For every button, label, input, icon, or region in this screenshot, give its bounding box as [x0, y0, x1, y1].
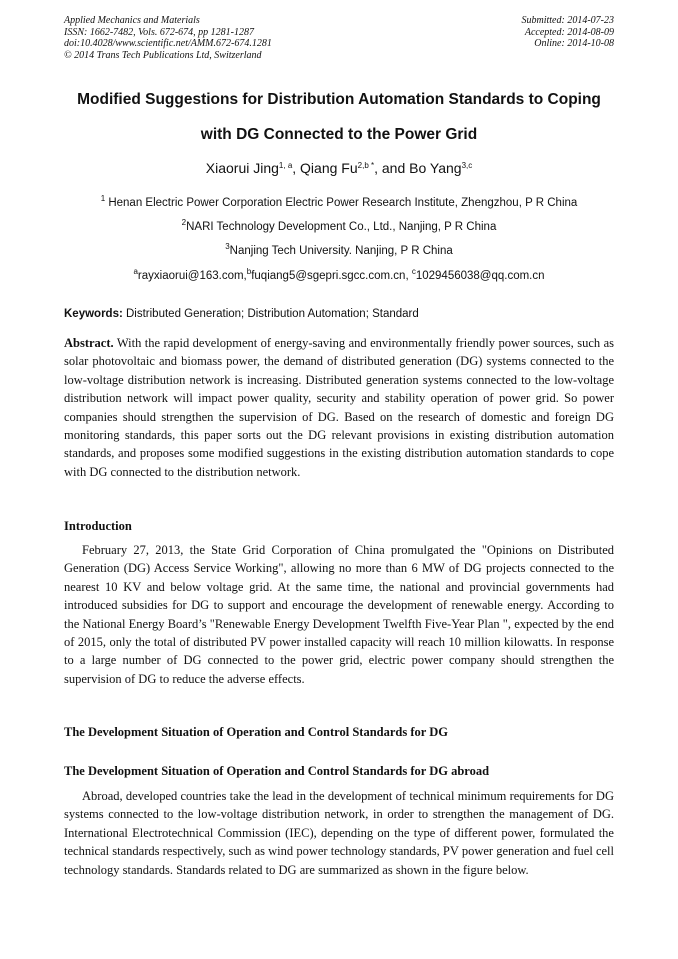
affiliation-2: $^2$NARI Technology Development Co., Ltd., Nanjing, P R China	[181, 218, 497, 233]
author-name: Qiang Fu	[300, 160, 358, 176]
section-heading-introduction: Introduction	[64, 519, 132, 533]
journal-issn: ISSN: 1662-7482, Vols. 672-674, pp 1281-1287	[64, 26, 254, 38]
abstract	[64, 334, 614, 481]
author-name: Xiaorui Jing	[205, 160, 279, 176]
author-affiliation-mark: 1, a	[278, 161, 293, 170]
abroad-paragraph: Abroad, developed countries take the lead in the development of technical minimum requirements for DG systems connected to the low-voltage distribution network, in order to strengthen the management of DG. International Electrotechnical Commission (IEC), depending on the type of different power, formulated the technical standards respectively, such as wind power technology standards, PV power generation and fuel cell technology standards. Standards related to DG are summarized as shown in the figure below.	[64, 789, 614, 877]
author-affiliation-mark: 2,b *	[357, 161, 375, 170]
online-date: Online: 2014-10-08	[534, 38, 614, 49]
introduction-paragraph: February 27, 2013, the State Grid Corporation of China promulgated the "Opinions on Distributed Generation (DG) Access Service Working", allowing no more than 6 MW of DG projects connected to the nearest 10 KV and below voltage grid. At the same time, the national and provincial governments had introduced subsidies for DG to support and encourage the development of renewable energy. According to the National Energy Board’s "Renewable Energy Development Twelfth Five-Year Plan ", expected by the end of 2015, only the total of distributed PV power installed capacity will reach 10 million kilowatts. In response to a large number of DG connected to the power grid, electric power company should strengthen the supervision of DG to reduce the adverse effects.	[64, 543, 614, 686]
keywords-label: Keywords:	[64, 308, 123, 320]
author-emails: $^a$rayxiaorui@163.com,$^b$fuqiang5@sgepri.sgcc.com.cn, $^c$1029456038@qq.com.cn	[133, 267, 545, 282]
subsection-heading-abroad: The Development Situation of Operation and Control Standards for DG abroad	[64, 764, 490, 778]
journal-name: Applied Mechanics and Materials	[64, 15, 200, 26]
email-link[interactable]: rayxiaorui@163.com,	[137, 270, 247, 282]
section-heading-development-situation: The Development Situation of Operation and Control Standards for DG	[64, 725, 448, 739]
journal-header	[64, 15, 272, 61]
journal-doi: doi:10.4028/www.scientific.net/AMM.672-674.1281	[64, 38, 272, 49]
author-separator: ,	[292, 160, 301, 176]
email-link[interactable]: fuqiang5@sgepri.sgcc.com.cn,	[251, 270, 412, 282]
paper-title-line-2: with DG Connected to the Power Grid	[200, 126, 478, 143]
affiliation-3: $^3$Nanjing Tech University. Nanjing, P R China	[225, 242, 453, 257]
author-list	[40, 160, 638, 176]
submission-dates	[522, 15, 615, 50]
paper-title-line-1: Modified Suggestions for Distribution Automation Standards to Coping	[77, 91, 601, 108]
abstract-text: With the rapid development of energy-saving and environmentally friendly power sources, such as solar photovoltaic and biomass power, the demand of distributed generation (DG) systems connected to the low-voltage distribution network is increasing. Distributed generation systems connected to the low-voltage distribution network will impact power quality, security and stability operation of power grid. So power companies should strengthen the supervision of DG. Based on the research of domestic and foreign DG monitoring standards, this paper sorts out the DG relevant provisions in existing distribution automation standards, and proposes some modified suggestions in the existing distribution automation standards to cope with DG connected to the distribution network.	[64, 336, 614, 479]
affiliation-1: $^1$ Henan Electric Power Corporation Electric Power Research Institute, Zhengzhou, P R China	[100, 194, 578, 209]
keywords-text: Distributed Generation; Distribution Automation; Standard	[122, 308, 419, 320]
author-name: Bo Yang	[409, 160, 462, 176]
email-link[interactable]: 1029456038@qq.com.cn	[415, 270, 545, 282]
accepted-date: Accepted: 2014-08-09	[524, 26, 614, 38]
author-separator: , and	[374, 160, 410, 176]
author-affiliation-mark: 3,c	[461, 161, 473, 170]
journal-copyright: © 2014 Trans Tech Publications Ltd, Switzerland	[64, 49, 262, 61]
abstract-label: Abstract.	[64, 336, 114, 350]
keywords	[64, 308, 419, 320]
submitted-date: Submitted: 2014-07-23	[521, 15, 614, 26]
